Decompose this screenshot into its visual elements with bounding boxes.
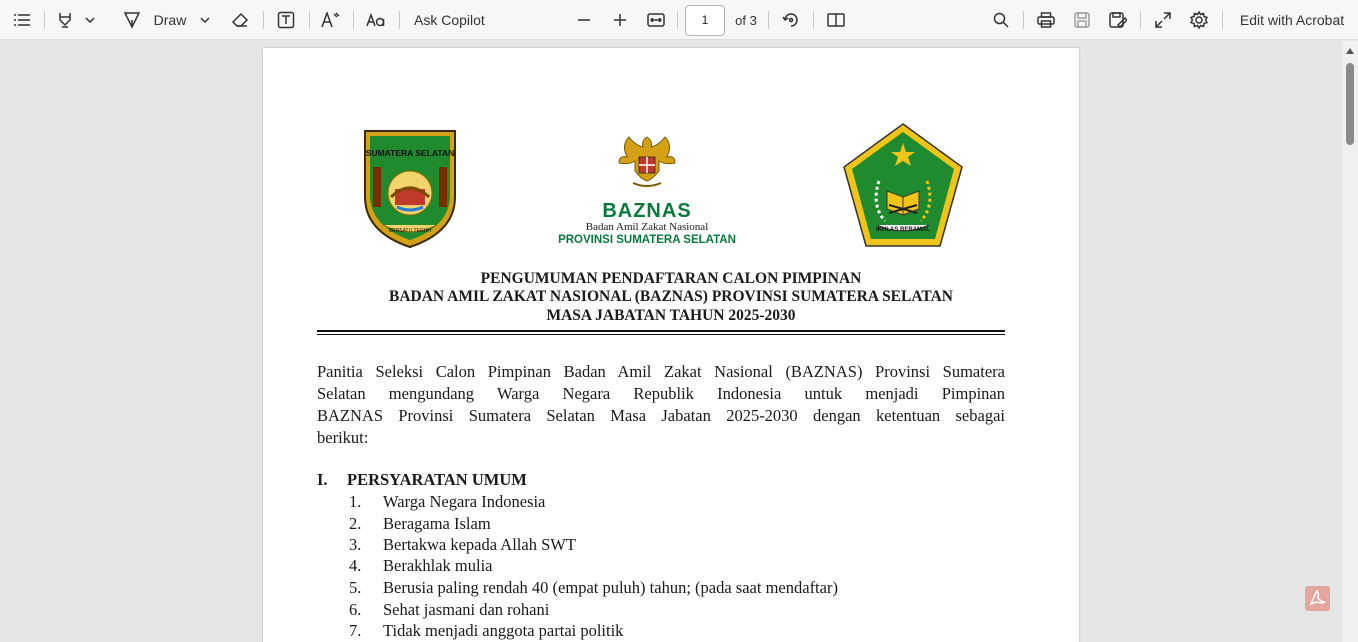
ask-copilot-button[interactable]: Ask Copilot [414, 12, 485, 28]
translate-icon[interactable] [364, 0, 388, 40]
zoom-in-icon[interactable] [611, 0, 629, 40]
baznas-logo-name: BAZNAS [602, 200, 692, 222]
list-item: 1. Warga Negara Indonesia [349, 492, 546, 511]
intro-paragraph-line-1: Panitia Seleksi Calon Pimpinan Badan Amil Zakat Nasional (BAZNAS) Provinsi Sumatera [317, 362, 1005, 381]
edit-with-acrobat-button[interactable]: Edit with Acrobat [1239, 12, 1345, 28]
eraser-icon[interactable] [229, 0, 251, 40]
section-title: PERSYARATAN UMUM [347, 470, 527, 489]
page-total: of 3 [735, 12, 757, 28]
section-heading [317, 470, 527, 490]
scroll-up-arrow-icon[interactable] [1346, 48, 1354, 54]
draw-button[interactable]: Draw [153, 12, 187, 28]
pdf-page [263, 48, 1079, 642]
kemenag-emblem-icon [841, 121, 965, 249]
acrobat-icon [1305, 586, 1330, 611]
page-number-input[interactable]: 1 [685, 5, 725, 36]
save-icon[interactable] [1071, 0, 1093, 40]
acrobat-floating-button[interactable] [1305, 586, 1330, 611]
draw-icon[interactable] [121, 0, 143, 40]
vertical-scrollbar[interactable] [1342, 41, 1358, 642]
list-item: 4. Berakhlak mulia [349, 556, 493, 575]
rotate-icon[interactable] [780, 0, 802, 40]
list-item: 7. Tidak menjadi anggota partai politik [349, 621, 624, 640]
list-item: 6. Sehat jasmani dan rohani [349, 600, 550, 619]
svg-text:IKHLAS BERAMAL: IKHLAS BERAMAL [876, 227, 930, 233]
print-icon[interactable] [1035, 0, 1057, 40]
baznas-logo-region: PROVINSI SUMATERA SELATAN [558, 234, 736, 246]
contents-icon[interactable] [10, 0, 34, 40]
intro-paragraph-line-4: berikut: [317, 428, 369, 447]
list-item: 2. Beragama Islam [349, 514, 491, 533]
list-item: 5. Berusia paling rendah 40 (empat puluh) tahun; (pada saat mendaftar) [349, 578, 838, 597]
announcement-title-line-3: MASA JABATAN TAHUN 2025-2030 [546, 307, 796, 324]
sumatera-selatan-emblem-icon [361, 127, 459, 249]
scrollbar-thumb[interactable] [1346, 63, 1354, 145]
garuda-emblem-icon [615, 131, 679, 193]
document-viewer[interactable] [0, 41, 1358, 642]
search-icon[interactable] [990, 0, 1012, 40]
baznas-logo-subtitle: Badan Amil Zakat Nasional [585, 221, 709, 233]
zoom-out-icon[interactable] [575, 0, 593, 40]
fullscreen-icon[interactable] [1152, 0, 1174, 40]
save-as-icon[interactable] [1107, 0, 1129, 40]
draw-chevron-down-icon[interactable] [197, 0, 213, 40]
announcement-title-line-2: BADAN AMIL ZAKAT NASIONAL (BAZNAS) PROVINSI SUMATERA SELATAN [389, 288, 953, 305]
highlight-icon[interactable] [54, 0, 76, 40]
settings-gear-icon[interactable] [1188, 0, 1210, 40]
announcement-title-line-1: PENGUMUMAN PENDAFTARAN CALON PIMPINAN [480, 270, 862, 287]
read-aloud-icon[interactable] [320, 0, 342, 40]
highlight-chevron-down-icon[interactable] [82, 0, 98, 40]
section-number: I. [317, 470, 328, 489]
title-divider-thin [317, 334, 1005, 335]
list-item: 3. Bertakwa kepada Allah SWT [349, 535, 576, 554]
title-divider-thick [317, 330, 1005, 332]
page-view-icon[interactable] [825, 0, 847, 40]
svg-text:BERSATU TEGUH: BERSATU TEGUH [388, 228, 432, 234]
fit-width-icon[interactable] [645, 0, 667, 40]
text-box-icon[interactable] [275, 0, 297, 40]
svg-text:SUMATERA SELATAN: SUMATERA SELATAN [365, 148, 455, 158]
intro-paragraph-line-2: Selatan mengundang Warga Negara Republik Indonesia untuk menjadi Pimpinan [317, 384, 1005, 403]
intro-paragraph-line-3: BAZNAS Provinsi Sumatera Selatan Masa Jabatan 2025-2030 dengan ketentuan sebagai [317, 406, 1005, 425]
pdf-toolbar [0, 0, 1358, 40]
